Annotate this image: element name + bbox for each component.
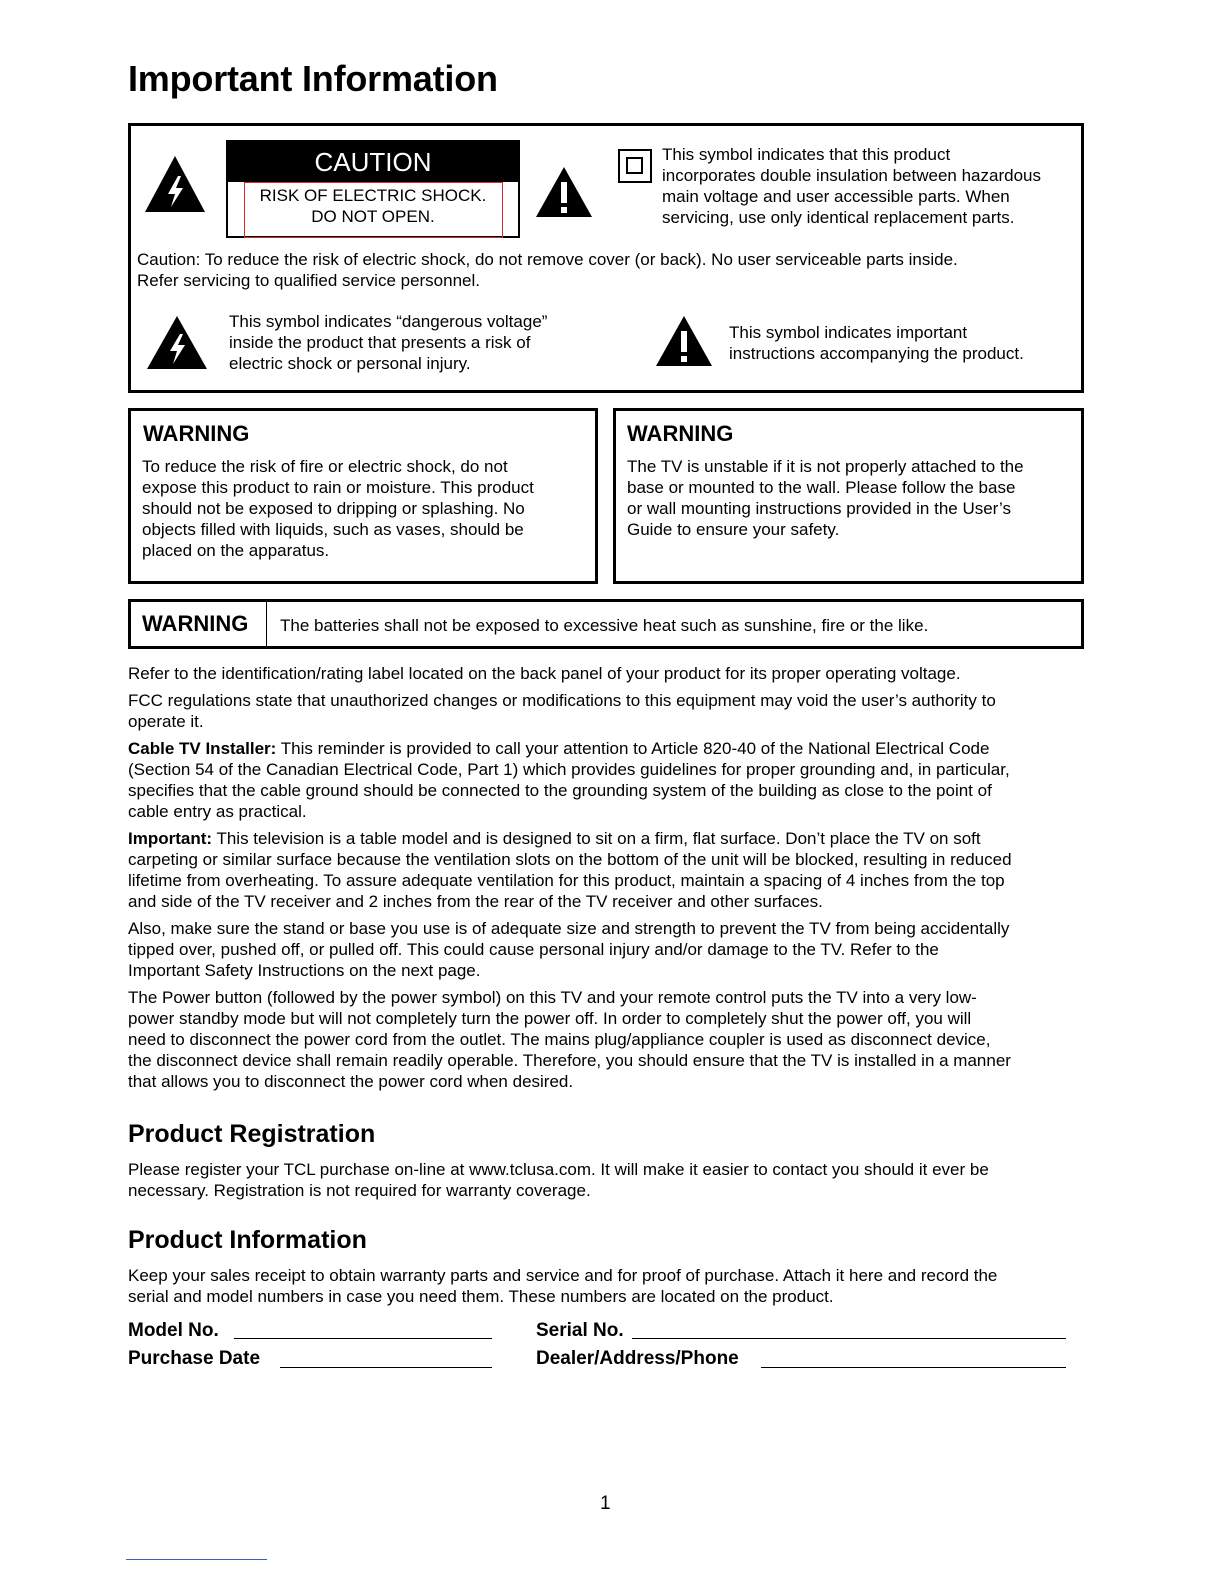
serial-number-field[interactable] <box>632 1338 1066 1339</box>
exclamation-triangle-icon <box>535 166 593 218</box>
warning-heading-right: WARNING <box>627 421 734 446</box>
model-number-field[interactable] <box>234 1338 492 1339</box>
warning-text-right: The TV is unstable if it is not properly attached to the base or mounted to the wall. Please follow the base or wall mounting instructions provided in the User’s Guide to ensure your safety. <box>627 457 1024 539</box>
warning-divider <box>266 601 267 646</box>
warning-text-left: To reduce the risk of fire or electric shock, do not expose this product to rain or moisture. This product should not be exposed to dripping or splashing. No objects filled with liquids, such as vases, should be placed on the apparatus. <box>142 457 534 560</box>
cable-installer-paragraph: Cable TV Installer: This reminder is provided to call your attention to Article 820-40 of the National Electrical Code (Section 54 of the Canadian Electrical Code, Part 1) which provides guidelines for proper grounding and, in particular, specifies that the cable ground should be connected to the grounding system of the building as close to the point of cable entry as practical. <box>128 739 1010 821</box>
page-number: 1 <box>600 1493 611 1514</box>
warning-heading-left: WARNING <box>143 421 250 446</box>
fcc-paragraph: FCC regulations state that unauthorized changes or modifications to this equipment may void the user’s authority to operate it. <box>128 691 996 731</box>
product-info-heading: Product Information <box>128 1226 367 1254</box>
exclamation-triangle-icon <box>655 315 713 367</box>
important-label: Important: <box>128 829 213 848</box>
rating-paragraph: Refer to the identification/rating label located on the back panel of your product for its proper operating voltage. <box>128 664 961 683</box>
dealer-label: Dealer/Address/Phone <box>536 1348 739 1369</box>
double-insulation-icon <box>618 149 652 183</box>
warning-text-battery: The batteries shall not be exposed to excessive heat such as sunshine, fire or the like. <box>280 616 929 635</box>
lightning-symbol-text: This symbol indicates “dangerous voltage” inside the product that presents a risk of electric shock or personal injury. <box>229 312 548 373</box>
registration-heading: Product Registration <box>128 1120 376 1148</box>
exclamation-symbol-text: This symbol indicates important instructions accompanying the product. <box>729 323 1024 363</box>
dealer-field[interactable] <box>761 1367 1066 1368</box>
footer-rule <box>126 1559 267 1560</box>
lightning-triangle-icon <box>146 315 208 370</box>
warning-heading-battery: WARNING <box>142 611 249 636</box>
cable-installer-label: Cable TV Installer: <box>128 739 277 758</box>
important-paragraph: Important: This television is a table model and is designed to sit on a firm, flat surface. Don’t place the TV on soft carpeting or similar surface because the ventilation slots on the bottom of the unit will be blocked, resulting in reduced lifetime from overheating. To assure adequate ventilation for this product, maintain a spacing of 4 inches from the top and side of the TV receiver and 2 inches from the rear of the TV receiver and other surfaces. <box>128 829 1012 911</box>
caution-label-line2: DO NOT OPEN. <box>311 207 435 226</box>
model-number-label: Model No. <box>128 1320 219 1341</box>
power-paragraph: The Power button (followed by the power symbol) on this TV and your remote control puts the TV into a very low- power standby mode but will not completely turn the power off. In order to completely shut the power off, you will need to disconnect the power cord from the outlet. The mains plug/appliance coupler is used as disconnect device, the disconnect device shall remain readily operable. Therefore, you should ensure that the TV is installed in a manner that allows you to disconnect the power cord when desired. <box>128 988 1011 1091</box>
stand-paragraph: Also, make sure the stand or base you use is of adequate size and strength to prevent the TV from being accidentally tipped over, pushed off, or pulled off. This could cause personal injury and/or damage to the TV. Refer to the Important Safety Instructions on the next page. <box>128 919 1010 980</box>
caution-label-heading: CAUTION <box>228 142 518 182</box>
registration-paragraph: Please register your TCL purchase on-line at www.tclusa.com. It will make it easier to contact you should it ever be necessary. Registration is not required for warranty coverage. <box>128 1160 989 1200</box>
product-info-paragraph: Keep your sales receipt to obtain warranty parts and service and for proof of purchase. Attach it here and record the serial and model numbers in case you need them. These numbers are located on the product. <box>128 1266 998 1306</box>
highlight-mark <box>244 182 503 238</box>
page-title: Important Information <box>128 58 498 99</box>
caution-text: Caution: To reduce the risk of electric shock, do not remove cover (or back). No user serviceable parts inside. Refer servicing to qualified service personnel. <box>137 250 958 290</box>
purchase-date-field[interactable] <box>280 1367 492 1368</box>
serial-number-label: Serial No. <box>536 1320 624 1341</box>
lightning-triangle-icon <box>144 154 206 214</box>
double-insulation-text: This symbol indicates that this product incorporates double insulation between hazardous main voltage and user accessible parts. When servicing, use only identical replacement parts. <box>662 145 1041 227</box>
purchase-date-label: Purchase Date <box>128 1348 261 1369</box>
caution-label-line1: RISK OF ELECTRIC SHOCK. <box>259 186 487 205</box>
